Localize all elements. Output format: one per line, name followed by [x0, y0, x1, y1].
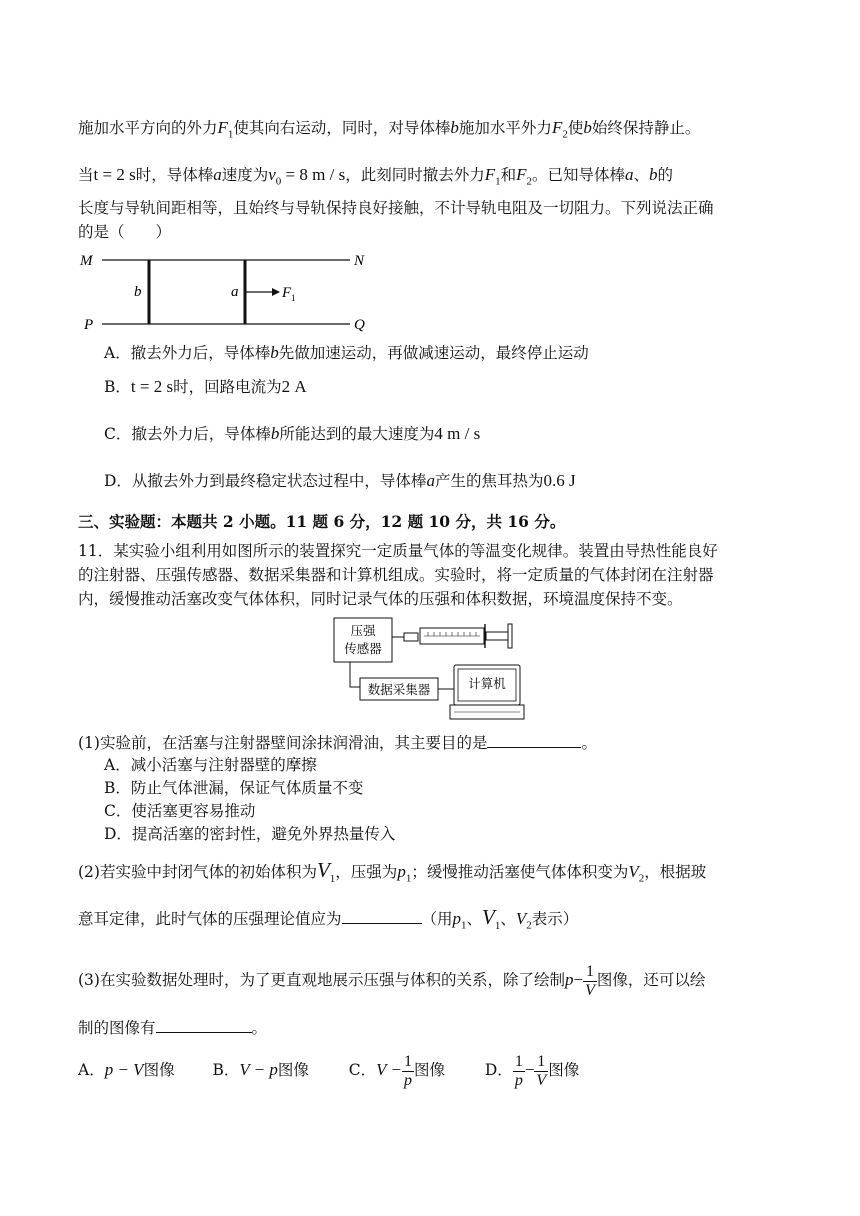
option-a: A．p − V图像 — [78, 1060, 175, 1079]
cable — [350, 662, 360, 687]
q11-intro-3: 内，缓慢推动活塞改变气体体积，同时记录气体的压强和体积数据，环境温度保持不变。 — [78, 590, 683, 608]
q10-line-1: 施加水平方向的外力$F_1$使其向右运动，同时，对导体棒b施加水平外力$F_2$使b始终保持静止。 — [78, 118, 701, 141]
label-a: a — [231, 284, 239, 300]
option-b: B．V − p图像 — [212, 1060, 309, 1079]
q11-part-3-options — [78, 1050, 800, 1090]
rail-diagram — [78, 248, 378, 336]
fraction-one-over-v: $\frac{1}{V}$ — [585, 962, 595, 999]
sensor-label-1: 压强 — [350, 624, 376, 638]
option-c: C．V − $\frac{1}{p}$ 图像 — [348, 1052, 445, 1089]
answer-blank-1[interactable] — [487, 731, 581, 748]
label-m: M — [80, 253, 93, 269]
computer-label: 计算机 — [468, 677, 506, 691]
answer-blank-2[interactable] — [342, 907, 422, 924]
label-b: b — [134, 284, 142, 300]
q10-line-3: 长度与导轨间距相等，且始终与导轨保持良好接触，不计导轨电阻及一切阻力。下列说法正确 — [78, 199, 714, 217]
q11-part-1-option-b: B．防止气体泄漏，保证气体质量不变 — [104, 779, 364, 797]
sensor-label-2: 传感器 — [344, 642, 382, 656]
q11-part-1: (1)实验前，在活塞与注射器壁间涂抹润滑油，其主要目的是 。 — [78, 731, 800, 755]
force-arrowhead — [272, 288, 280, 296]
connector — [404, 633, 418, 641]
q10-line-4: 的是（ ） — [78, 223, 172, 241]
q11-part-3-line-1: (3)在实验数据处理时，为了更直观地展示压强与体积的关系，除了绘制p− $\frac{1}{V}$ 图像，还可以绘 — [78, 962, 706, 999]
q11-part-1-option-a: A．减小活塞与注射器壁的摩擦 — [104, 756, 317, 774]
label-n: N — [354, 253, 365, 269]
collector-label: 数据采集器 — [367, 683, 431, 697]
answer-blank-3[interactable] — [156, 1016, 252, 1033]
q10-line-2: 当t = 2 s时，导体棒a速度为$v_0 = 8$ m / s，此刻同时撤去外力$F_1$和$F_2$。已知导体棒a、b的 — [78, 165, 674, 188]
q11-intro-2: 的注射器、压强传感器、数据采集器和计算机组成。实验时，将一定质量的气体封闭在注射器 — [78, 566, 714, 584]
q11-intro-1: 11．某实验小组利用如图所示的装置探究一定质量气体的等温变化规律。装置由导热性能良好 — [78, 542, 718, 560]
q10-option-d: D．从撤去外力到最终稳定状态过程中，导体棒a产生的焦耳热为0.6 J — [104, 471, 576, 490]
label-f1: F — [282, 285, 292, 301]
section-3-heading: 三、实验题：本题共 2 小题。11 题 6 分，12 题 10 分，共 16 分。 — [78, 512, 566, 531]
q11-part-3-line-2: 制的图像有 。 — [78, 1016, 800, 1040]
q11-part-2-line-2: 意耳定律，此时气体的压强理论值应为 （用$p_1$、$V_1$、$V_2$表示） — [78, 905, 579, 933]
label-f1-sub: 1 — [291, 293, 296, 303]
q11-part-2-line-1: (2)若实验中封闭气体的初始体积为$V_1$，压强为$p_1$；缓慢推动活塞使气体体积变为$V_2$，根据玻 — [78, 858, 707, 886]
plunger-cap — [508, 624, 512, 648]
q11-part-1-option-d: D．提高活塞的密封性，避免外界热量传入 — [104, 825, 396, 843]
apparatus-diagram — [330, 615, 530, 723]
label-q: Q — [354, 317, 365, 333]
q10-option-c: C．撤去外力后，导体棒b所能达到的最大速度为4 m / s — [104, 424, 481, 443]
q10-option-b: B．t = 2 s时，回路电流为2 A — [104, 377, 307, 396]
q11-part-1-option-c: C．使活塞更容易推动 — [104, 802, 256, 820]
q10-option-a: A．撤去外力后，导体棒b先做加速运动，再做减速运动，最终停止运动 — [104, 343, 589, 362]
option-d: D． $\frac{1}{p}$ − $\frac{1}{V}$ 图像 — [484, 1052, 580, 1089]
plunger-rod — [486, 632, 508, 640]
label-p: P — [84, 317, 94, 333]
